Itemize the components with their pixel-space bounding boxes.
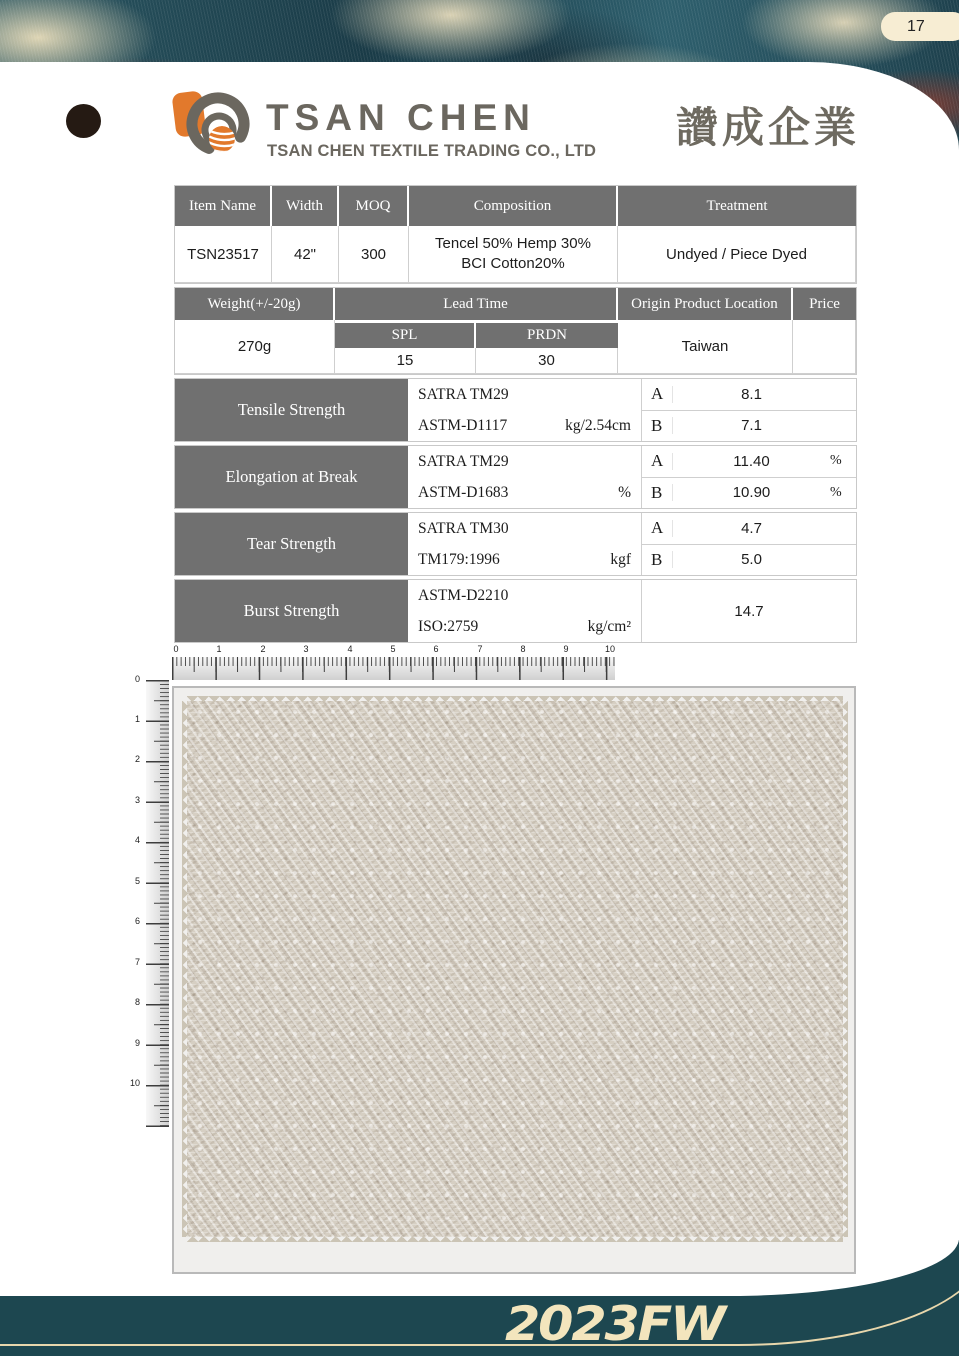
header-origin: Origin Product Location [618, 288, 793, 320]
tsan-chen-logo-icon [166, 86, 596, 168]
hruler-num: 1 [216, 644, 222, 654]
test-method-2: ASTM-D1683 [418, 484, 509, 501]
season-logo: 2023FW [505, 1297, 724, 1352]
test-name: Burst Strength [175, 580, 408, 642]
result-value: 4.7 [672, 520, 830, 537]
result-value: 7.1 [672, 417, 830, 434]
horizontal-ruler-numbers [174, 644, 618, 656]
subheader-spl: SPL [335, 320, 476, 348]
value-item-name: TSN23517 [175, 226, 272, 283]
result-row-a [642, 379, 856, 411]
test-name: Elongation at Break [175, 446, 408, 508]
header-composition: Composition [409, 186, 618, 226]
test-method [408, 379, 642, 441]
spec-table [174, 185, 857, 643]
hruler-num: 0 [173, 644, 179, 654]
composition-line2: BCI Cotton20% [461, 255, 565, 272]
test-method [408, 446, 642, 508]
vruler-num: 8 [134, 997, 140, 1007]
hruler-num: 8 [520, 644, 526, 654]
vruler-num: 1 [134, 714, 140, 724]
test-method-1: SATRA TM30 [418, 520, 509, 537]
test-results [642, 580, 856, 642]
test-method [408, 513, 642, 575]
value-price [793, 320, 856, 374]
value-weight: 270g [175, 320, 335, 374]
value-spl: 15 [335, 348, 476, 374]
vruler-num: 6 [134, 916, 140, 926]
result-row-b [642, 478, 856, 509]
vertical-ruler [146, 680, 169, 1127]
value-origin: Taiwan [618, 320, 793, 374]
result-label: B [651, 549, 663, 569]
vruler-num: 10 [129, 1078, 140, 1088]
header-treatment: Treatment [618, 186, 856, 226]
test-row-burst [174, 579, 857, 643]
hruler-num: 5 [390, 644, 396, 654]
test-results [642, 379, 856, 441]
content-card [0, 62, 959, 1296]
header-width: Width [272, 186, 339, 226]
test-unit: kg/2.54cm [565, 417, 631, 434]
result-row-b [642, 545, 856, 576]
value-treatment: Undyed / Piece Dyed [618, 226, 856, 283]
test-results [642, 513, 856, 575]
test-unit: kgf [610, 551, 631, 568]
value-moq: 300 [339, 226, 409, 283]
result-value: 5.0 [672, 551, 830, 568]
hruler-num: 3 [303, 644, 309, 654]
result-label: B [651, 415, 663, 435]
page-number-tab [881, 12, 959, 41]
test-row-tensile [174, 378, 857, 442]
header-moq: MOQ [339, 186, 409, 226]
page-number: 17 [907, 17, 925, 35]
brand-logo [166, 86, 596, 173]
fabric-pinked-edge-bottom [187, 1236, 843, 1242]
test-method-2: ASTM-D1117 [418, 417, 508, 434]
result-unit: % [830, 484, 842, 500]
value-width: 42" [272, 226, 339, 283]
hruler-num: 2 [260, 644, 266, 654]
header-weight: Weight(+/-20g) [175, 288, 335, 320]
test-method-1: ASTM-D2210 [418, 587, 509, 604]
header-lead-time: Lead Time [335, 288, 618, 320]
hruler-num: 7 [477, 644, 483, 654]
value-composition [409, 226, 618, 283]
fabric-pinked-edge-left [182, 701, 188, 1237]
vruler-num: 2 [134, 754, 140, 764]
result-value: 10.90 [672, 484, 830, 501]
brand-subtitle: TSAN CHEN TEXTILE TRADING CO., LTD [267, 142, 596, 160]
result-row-a [642, 513, 856, 545]
brand-chinese-title: 讚成企業 [676, 106, 861, 152]
test-method-2: TM179:1996 [418, 551, 500, 568]
spec-section-basic [174, 185, 857, 284]
fabric-pinked-edge-right [842, 701, 848, 1237]
test-row-elongation [174, 445, 857, 509]
hruler-num: 4 [347, 644, 353, 654]
vruler-num: 4 [134, 835, 140, 845]
subheader-prdn: PRDN [476, 320, 618, 348]
result-value: 11.40 [672, 453, 830, 470]
result-row-a [642, 446, 856, 478]
result-label: A [651, 384, 664, 404]
header-price: Price [793, 288, 856, 320]
result-label: A [651, 518, 664, 538]
result-value: 8.1 [672, 386, 830, 403]
test-method-1: SATRA TM29 [418, 386, 509, 403]
test-unit: % [618, 484, 631, 501]
vertical-ruler-numbers [122, 674, 140, 1098]
vruler-num: 7 [134, 957, 140, 967]
fabric-pinked-edge-top [187, 696, 843, 702]
header-item-name: Item Name [175, 186, 272, 226]
fabric-swatch-frame [172, 686, 856, 1274]
test-name: Tensile Strength [175, 379, 408, 441]
result-label: A [651, 451, 664, 471]
fabric-swatch [182, 696, 848, 1242]
fabric-texture [187, 701, 843, 1237]
result-row-b [642, 411, 856, 442]
test-unit: kg/cm² [587, 618, 631, 635]
hruler-num: 6 [433, 644, 439, 654]
test-method-2: ISO:2759 [418, 618, 479, 635]
hruler-num: 10 [604, 644, 616, 654]
vruler-num: 3 [134, 795, 140, 805]
test-results [642, 446, 856, 508]
brand-name: TSAN CHEN [266, 97, 536, 138]
test-name: Tear Strength [175, 513, 408, 575]
hruler-num: 9 [563, 644, 569, 654]
test-method [408, 580, 642, 642]
value-prdn: 30 [476, 348, 618, 374]
composition-line1: Tencel 50% Hemp 30% [435, 234, 591, 252]
vruler-num: 5 [134, 876, 140, 886]
result-single-value: 14.7 [734, 602, 764, 620]
horizontal-ruler [172, 657, 615, 680]
spec-section-logistics [174, 287, 857, 375]
result-unit: % [830, 453, 842, 469]
bullet-dot-icon [66, 104, 101, 138]
test-row-tear [174, 512, 857, 576]
vruler-num: 9 [134, 1038, 140, 1048]
result-label: B [651, 482, 663, 502]
vruler-num: 0 [134, 674, 140, 684]
test-method-1: SATRA TM29 [418, 453, 509, 470]
